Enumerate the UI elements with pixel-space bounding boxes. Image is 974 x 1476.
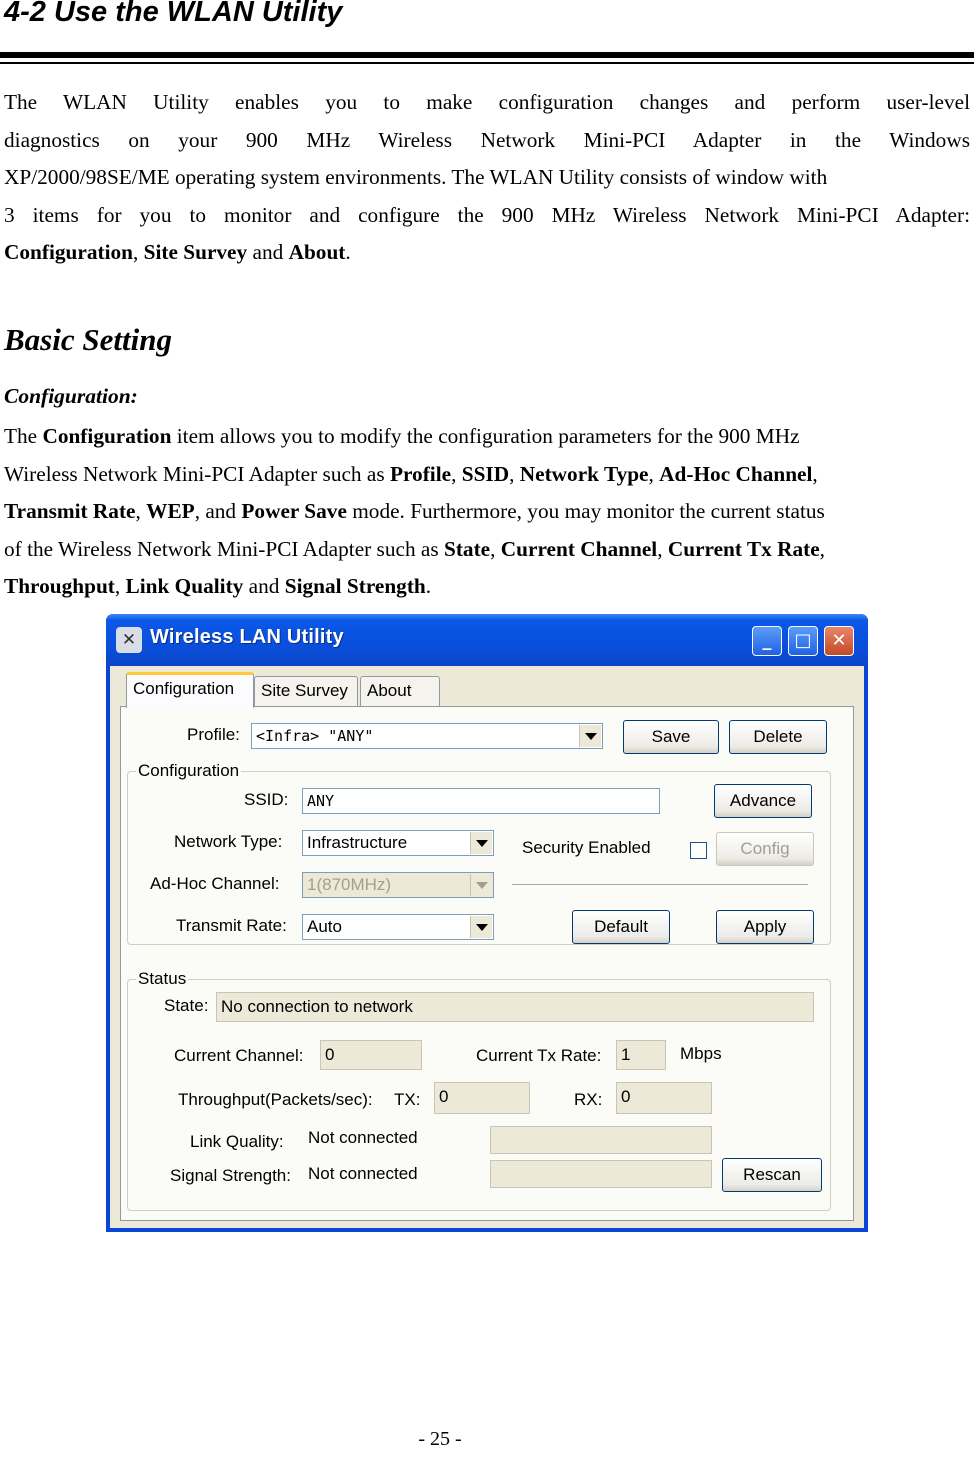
close-button[interactable]: ✕ bbox=[824, 626, 854, 656]
term: Signal Strength bbox=[284, 574, 426, 599]
text: and bbox=[247, 240, 289, 265]
term: Link Quality bbox=[125, 574, 244, 599]
ssid-input[interactable]: ANY bbox=[302, 788, 660, 814]
title-rule-thin bbox=[0, 62, 974, 64]
status-group-title: Status bbox=[138, 969, 187, 988]
term: Power Save bbox=[241, 499, 347, 524]
chevron-down-icon[interactable] bbox=[470, 832, 492, 854]
adhoc-channel-label: Ad-Hoc Channel: bbox=[150, 874, 280, 893]
window-titlebar[interactable] bbox=[106, 614, 868, 666]
tab-configuration[interactable]: Configuration bbox=[126, 672, 254, 708]
desc-line bbox=[4, 493, 970, 531]
network-type-value: Infrastructure bbox=[307, 833, 408, 852]
configuration-group-title: Configuration bbox=[138, 761, 240, 780]
text: , and bbox=[194, 499, 242, 524]
current-channel-label: Current Channel: bbox=[174, 1046, 304, 1065]
tx-field: 0 bbox=[434, 1082, 530, 1114]
subsection-title: Configuration: bbox=[4, 384, 138, 408]
transmit-rate-value: Auto bbox=[307, 917, 342, 936]
text: , bbox=[509, 461, 520, 486]
text: , bbox=[657, 536, 668, 561]
text: item allows you to modify the configuration parameters for the 900 MHz bbox=[171, 424, 800, 448]
window-client bbox=[110, 666, 864, 1228]
transmit-rate-dropdown[interactable] bbox=[302, 914, 494, 940]
apply-button[interactable]: Apply bbox=[716, 910, 814, 944]
tab-about[interactable]: About bbox=[360, 676, 440, 706]
transmit-rate-label: Transmit Rate: bbox=[176, 916, 287, 935]
current-channel-field: 0 bbox=[320, 1040, 422, 1070]
chevron-down-icon[interactable] bbox=[470, 916, 492, 938]
text: . bbox=[425, 574, 432, 599]
text: , bbox=[135, 499, 147, 524]
throughput-label: Throughput(Packets/sec): bbox=[178, 1090, 373, 1109]
configuration-panel bbox=[120, 706, 854, 1221]
security-enabled-checkbox[interactable] bbox=[690, 842, 707, 859]
adhoc-channel-dropdown[interactable] bbox=[302, 872, 494, 898]
title-rule-thick bbox=[0, 52, 974, 58]
intro-paragraph bbox=[4, 84, 970, 272]
term: Ad-Hoc Channel bbox=[659, 461, 813, 486]
text: , bbox=[132, 240, 144, 265]
text: mode. Furthermore, you may monitor the current status bbox=[346, 499, 825, 524]
wlan-utility-window bbox=[106, 614, 868, 1232]
profile-value: <Infra> "ANY" bbox=[256, 727, 374, 745]
term-site-survey: Site Survey bbox=[143, 240, 248, 265]
tx-rate-unit: Mbps bbox=[680, 1044, 722, 1063]
default-button[interactable]: Default bbox=[572, 910, 670, 944]
ssid-label: SSID: bbox=[244, 790, 289, 809]
term: Network Type bbox=[519, 461, 649, 486]
term: Current Channel bbox=[500, 536, 658, 561]
minimize-button[interactable]: _ bbox=[752, 626, 782, 656]
network-type-label: Network Type: bbox=[174, 832, 283, 851]
advance-button[interactable]: Advance bbox=[714, 784, 812, 818]
term: WEP bbox=[146, 499, 195, 524]
app-icon[interactable]: ✕ bbox=[116, 627, 142, 653]
link-quality-value: Not connected bbox=[308, 1128, 418, 1147]
configuration-group bbox=[127, 761, 831, 945]
chevron-down-icon[interactable] bbox=[470, 874, 492, 896]
rescan-button[interactable]: Rescan bbox=[722, 1158, 822, 1192]
delete-button[interactable]: Delete bbox=[729, 720, 827, 754]
text: of the Wireless Network Mini-PCI Adapter such as bbox=[4, 536, 444, 561]
text: and bbox=[243, 574, 285, 599]
term: Current Tx Rate bbox=[667, 536, 820, 561]
term: Configuration bbox=[42, 424, 172, 448]
security-enabled-label: Security Enabled bbox=[522, 838, 651, 857]
term: SSID bbox=[461, 461, 510, 486]
link-quality-label: Link Quality: bbox=[190, 1132, 284, 1151]
chevron-down-icon[interactable] bbox=[579, 725, 601, 747]
text: , bbox=[451, 461, 462, 486]
tx-label: TX: bbox=[394, 1090, 421, 1109]
desc-line bbox=[4, 531, 970, 569]
text: Wireless Network Mini-PCI Adapter such as bbox=[4, 461, 390, 486]
intro-line: XP/2000/98SE/ME operating system environments. The WLAN Utility consists of window with bbox=[4, 165, 828, 190]
intro-line-last bbox=[4, 234, 970, 272]
rx-field: 0 bbox=[616, 1082, 712, 1114]
maximize-button[interactable]: □ bbox=[788, 626, 818, 656]
page-title: 4-2 Use the WLAN Utility bbox=[4, 0, 343, 28]
signal-strength-bar bbox=[490, 1160, 712, 1188]
profile-dropdown[interactable] bbox=[251, 723, 603, 749]
text: , bbox=[812, 461, 818, 486]
config-description bbox=[4, 418, 970, 606]
intro-line: The WLAN Utility enables you to make configuration changes and perform user-level bbox=[4, 90, 970, 114]
state-field: No connection to network bbox=[216, 992, 814, 1022]
divider bbox=[512, 884, 808, 886]
intro-line: 3 items for you to monitor and configure the 900 MHz Wireless Network Mini-PCI Adapter: bbox=[4, 202, 970, 227]
state-label: State: bbox=[164, 996, 209, 1015]
term-about: About bbox=[288, 240, 346, 265]
text: The bbox=[4, 424, 43, 448]
term: Transmit Rate bbox=[4, 499, 136, 524]
desc-line bbox=[4, 456, 970, 494]
text: . bbox=[345, 240, 351, 265]
page-number: - 25 - bbox=[418, 1428, 462, 1450]
tab-site-survey[interactable]: Site Survey bbox=[254, 676, 358, 706]
profile-label: Profile: bbox=[187, 725, 240, 744]
term: State bbox=[444, 536, 491, 561]
save-button[interactable]: Save bbox=[623, 720, 719, 754]
term-configuration: Configuration bbox=[4, 240, 133, 265]
intro-line: diagnostics on your 900 MHz Wireless Network Mini-PCI Adapter in the Windows bbox=[4, 127, 970, 152]
signal-strength-label: Signal Strength: bbox=[170, 1166, 291, 1185]
link-quality-bar bbox=[490, 1126, 712, 1154]
signal-strength-value: Not connected bbox=[308, 1164, 418, 1183]
text: , bbox=[648, 461, 660, 486]
tx-rate-label: Current Tx Rate: bbox=[476, 1046, 602, 1065]
status-group bbox=[127, 969, 831, 1211]
network-type-dropdown[interactable] bbox=[302, 830, 494, 856]
section-title: Basic Setting bbox=[4, 322, 172, 357]
text: , bbox=[490, 536, 501, 561]
rx-label: RX: bbox=[574, 1090, 603, 1109]
desc-line bbox=[4, 418, 970, 456]
term: Profile bbox=[389, 461, 452, 486]
text: , bbox=[114, 574, 126, 599]
window-title: Wireless LAN Utility bbox=[150, 626, 344, 648]
adhoc-channel-value: 1(870MHz) bbox=[307, 875, 392, 894]
desc-line bbox=[4, 568, 970, 606]
term: Throughput bbox=[4, 574, 115, 599]
text: , bbox=[819, 536, 825, 561]
tx-rate-field: 1 bbox=[616, 1040, 666, 1070]
config-button[interactable]: Config bbox=[716, 832, 814, 866]
